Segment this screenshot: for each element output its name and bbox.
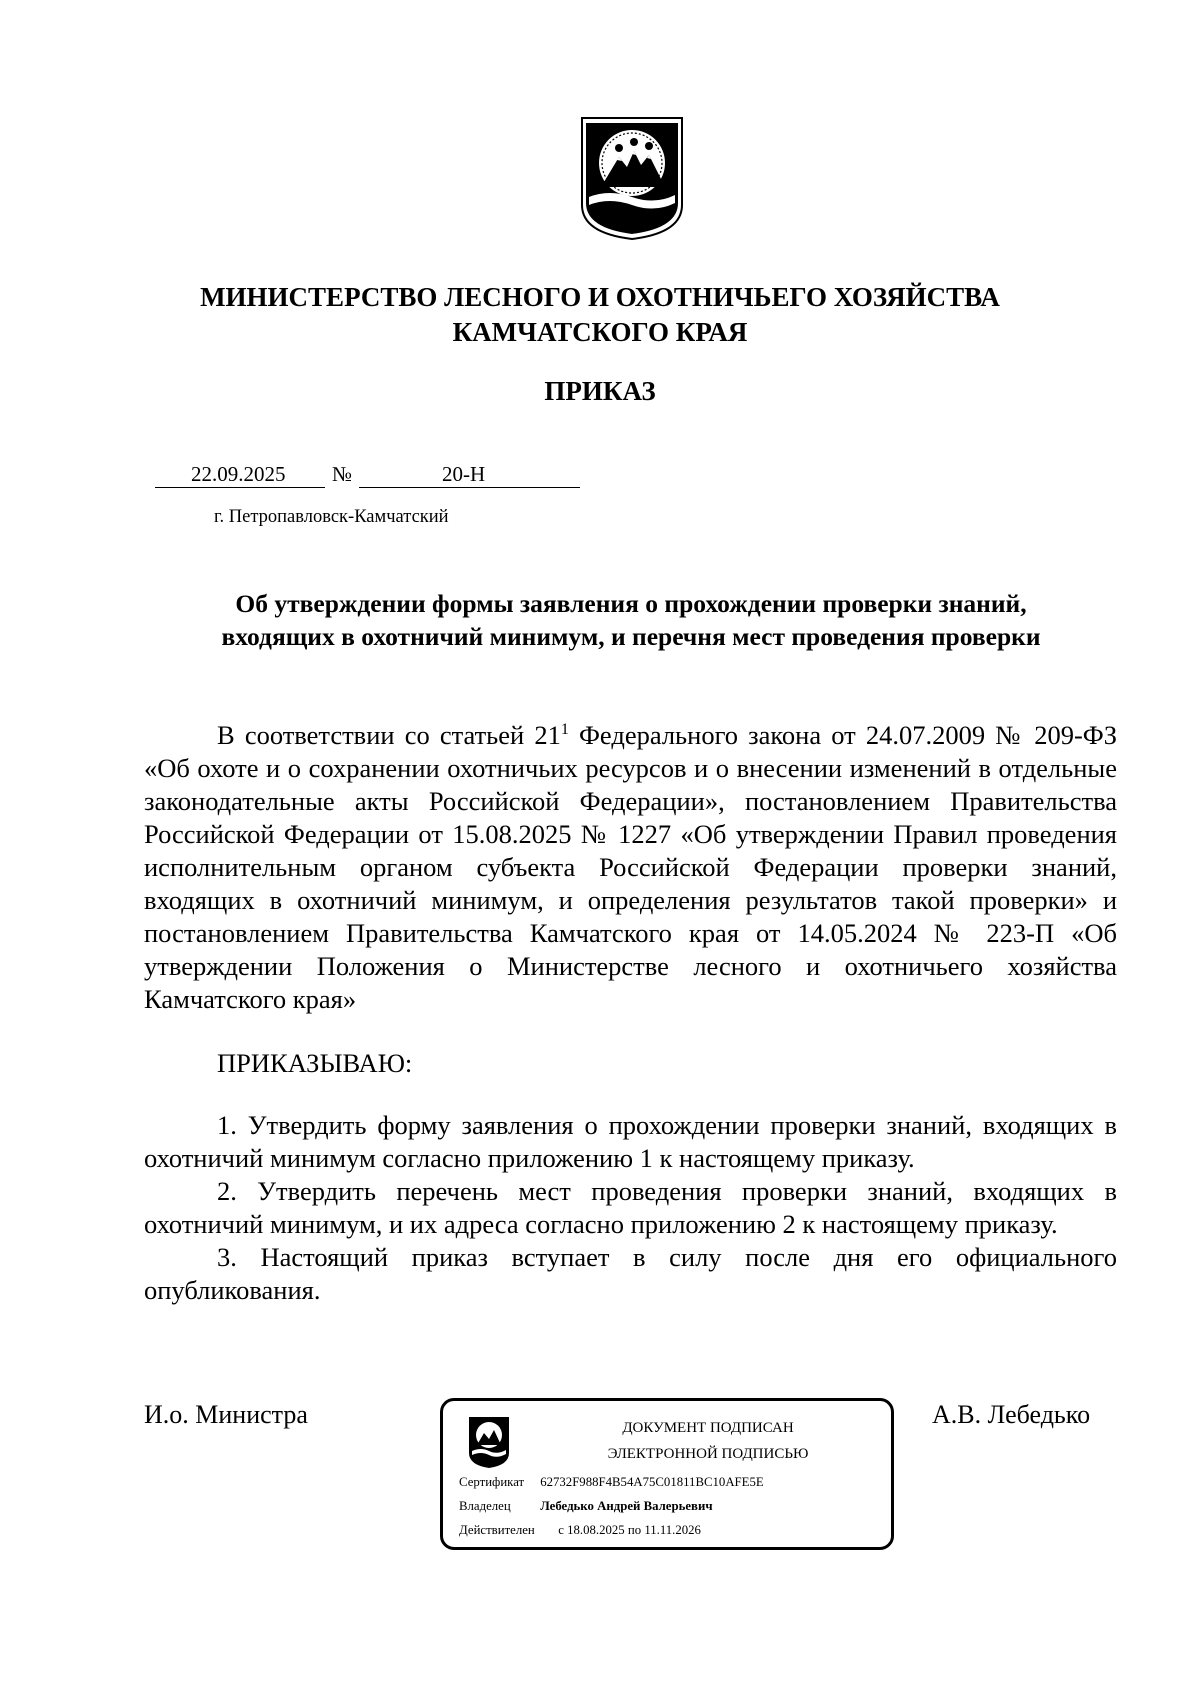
cert-label: Сертификат [459, 1475, 525, 1489]
number-sign: № [332, 462, 353, 486]
preamble [144, 719, 1117, 1016]
valid-value: с 18.08.2025 по 11.11.2026 [558, 1523, 701, 1537]
order-item: 2. Утвердить перечень мест проведения проверки знаний, входящих в охотничий минимум, и их адреса согласно приложению 2 к настоящему приказу. [144, 1176, 1117, 1239]
signatory-role: И.о. Министра [144, 1400, 308, 1429]
ministry-name [0, 280, 1200, 350]
order-subject [140, 587, 1122, 653]
cert-value: 62732F988F4B54A75C01811BC10AFE5E [540, 1475, 764, 1489]
document-type: ПРИКАЗ [544, 376, 656, 406]
signatory-name: А.В. Лебедько [932, 1400, 1091, 1429]
valid-label: Действителен [459, 1523, 535, 1537]
stamp-title-line-2: ЭЛЕКТРОННОЙ ПОДПИСЬЮ [607, 1446, 809, 1462]
order-items [144, 1109, 1117, 1307]
order-word: ПРИКАЗЫВАЮ: [217, 1048, 413, 1078]
order-date: 22.09.2025 [191, 462, 286, 486]
owner-label: Владелец [459, 1499, 511, 1513]
ministry-line-1: МИНИСТЕРСТВО ЛЕСНОГО И ОХОТНИЧЬЕГО ХОЗЯЙСТВА [200, 282, 1000, 312]
electronic-signature-stamp [440, 1398, 894, 1550]
preamble-superscript: 1 [560, 721, 569, 739]
city: г. Петропавловск-Камчатский [214, 507, 449, 527]
preamble-rest: Федерального закона от 24.07.2009 № 209-ФЗ «Об охоте и о сохранении охотничьих ресурсов и о внесении изменений в отдельные законодательные акты Российской Федерации», постановлением Правительства Российской Федерации от 15.08.2025 № 1227 «Об утверждении Правил проведения исполнительным органом субъекта Российской Федерации проверки знаний, входящих в охотничий минимум, и определения результатов такой проверки» и постановлением Правительства Камчатского края от 14.05.2024 № 223-П «Об утверждении Положения о Министерстве лесного и охотничьего хозяйства Камчатского края» [144, 720, 1117, 1014]
owner-value: Лебедько Андрей Валерьевич [540, 1499, 713, 1513]
order-number: 20-Н [442, 462, 486, 486]
order-item: 3. Настоящий приказ вступает в силу после дня его официального опубликования. [144, 1242, 1117, 1305]
order-item: 1. Утвердить форму заявления о прохождении проверки знаний, входящих в охотничий минимум согласно приложению 1 к настоящему приказу. [144, 1110, 1117, 1173]
date-number-line [155, 462, 580, 494]
preamble-start: В соответствии со статьей 21 [217, 720, 561, 750]
subject-line-2: входящих в охотничий минимум, и перечня мест проведения проверки [221, 622, 1041, 651]
ministry-line-2: КАМЧАТСКОГО КРАЯ [452, 317, 748, 347]
stamp-title-line-1: ДОКУМЕНТ ПОДПИСАН [622, 1420, 794, 1436]
kamchatka-coat-of-arms-icon [579, 115, 685, 241]
stamp-emblem-icon [467, 1415, 511, 1470]
subject-line-1: Об утверждении формы заявления о прохождении проверки знаний, [235, 589, 1027, 618]
